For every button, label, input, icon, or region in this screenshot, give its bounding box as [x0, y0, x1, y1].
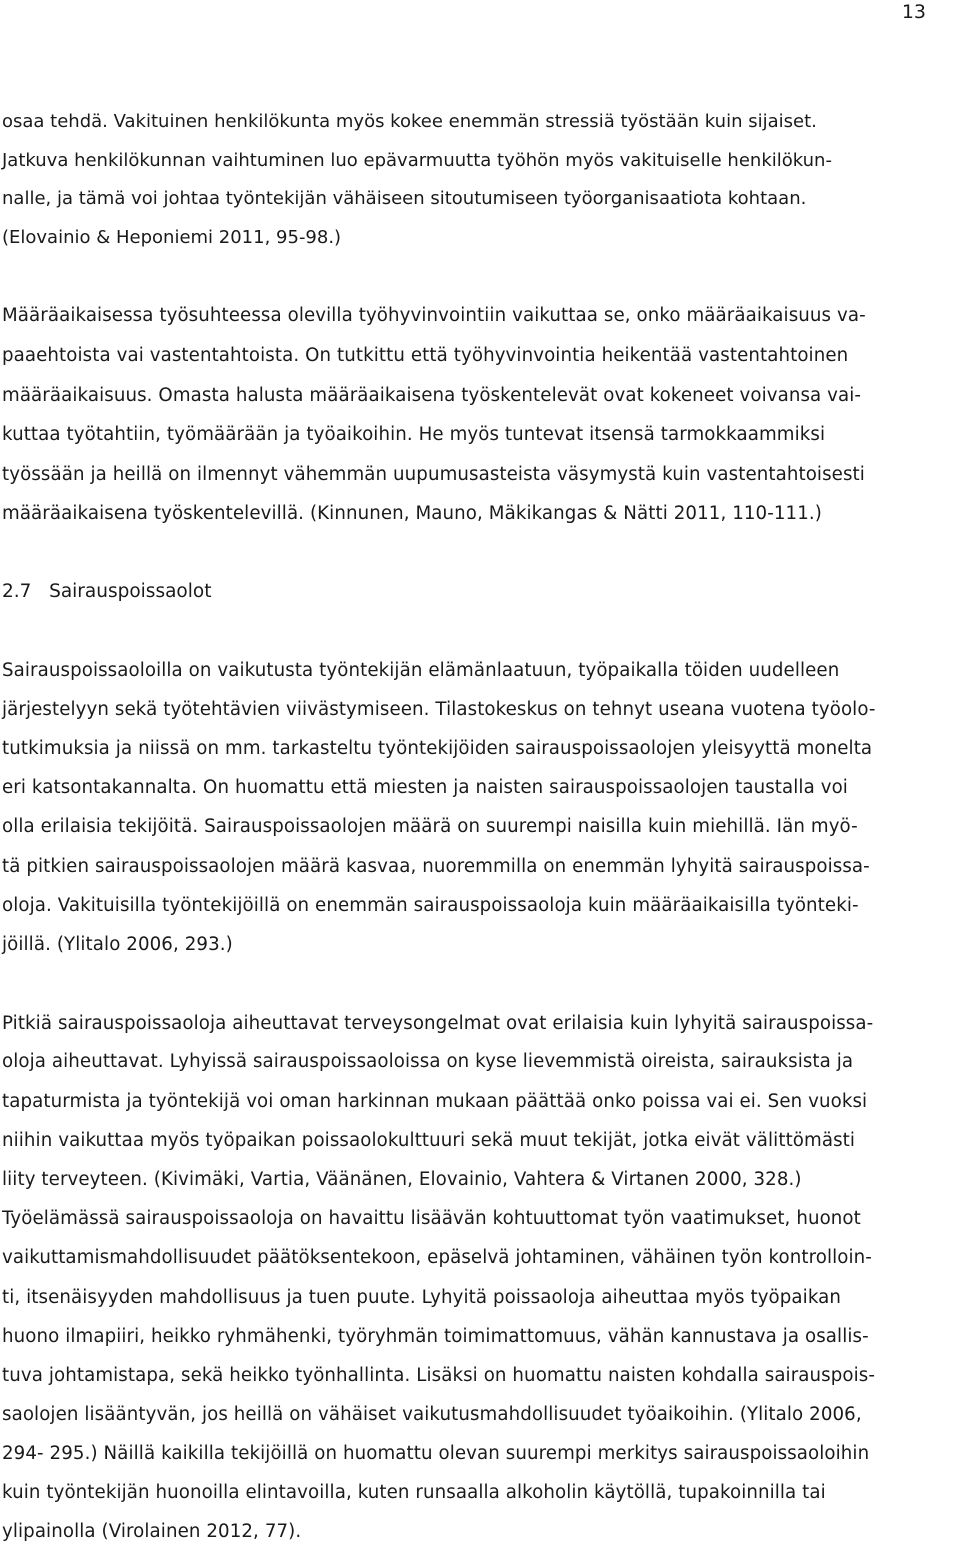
text-line: liity terveyteen. (Kivimäki, Vartia, Väänänen, Elovainio, Vahtera & Virtanen 2000, 328.): [2, 1169, 802, 1190]
text-line: Työelämässä sairauspoissaoloja on havaittu lisäävän kohtuuttomat työn vaatimukset, huonot: [2, 1208, 861, 1229]
text-line: Pitkiä sairauspoissaoloja aiheuttavat terveysongelmat ovat erilaisia kuin lyhyitä sairauspoissa-: [2, 1013, 874, 1034]
text-line: tutkimuksia ja niissä on mm. tarkasteltu työntekijöiden sairauspoissaolojen yleisyyttä monelta: [2, 738, 873, 759]
text-line: tapaturmista ja työntekijä voi oman harkinnan mukaan päättää onko poissa vai ei. Sen vuoksi: [2, 1091, 868, 1112]
text-line: (Elovainio & Heponiemi 2011, 95-98.): [2, 227, 342, 248]
text-line: kuin työntekijän huonoilla elintavoilla, kuten runsaalla alkoholin käytöllä, tupakoinnilla tai: [2, 1482, 826, 1503]
text-line: määräaikaisena työskentelevillä. (Kinnunen, Mauno, Mäkikangas & Nätti 2011, 110-111.): [2, 503, 822, 524]
section-heading: [2, 580, 211, 604]
section-title: Sairauspoissaolot: [49, 581, 212, 602]
text-line: Määräaikaisessa työsuhteessa olevilla työhyvinvointiin vaikuttaa se, onko määräaikaisuus va-: [2, 305, 866, 326]
text-line: tuva johtamistapa, sekä heikko työnhallinta. Lisäksi on huomattu naisten kohdalla sairauspois-: [2, 1365, 876, 1386]
text-line: vaikuttamismahdollisuudet päätöksentekoon, epäselvä johtaminen, vähäinen työn kontrolloin-: [2, 1247, 872, 1268]
text-line: Jatkuva henkilökunnan vaihtuminen luo epävarmuutta työhön myös vakituiselle henkilökun-: [2, 150, 832, 171]
text-line: tä pitkien sairauspoissaolojen määrä kasvaa, nuoremmilla on enemmän lyhyitä sairauspoissa-: [2, 856, 870, 877]
text-line: Sairauspoissaoloilla on vaikutusta työntekijän elämänlaatuun, työpaikalla töiden uudelleen: [2, 660, 840, 681]
text-line: oloja. Vakituisilla työntekijöillä on enemmän sairauspoissaoloja kuin määräaikaisilla työnteki-: [2, 895, 859, 916]
text-line: määräaikaisuus. Omasta halusta määräaikaisena työskentelevät ovat kokeneet voivansa vai-: [2, 385, 862, 406]
text-line: saolojen lisääntyvän, jos heillä on vähäiset vaikutusmahdollisuudet työaikoihin. (Ylitalo 2006,: [2, 1404, 862, 1425]
text-line: niihin vaikuttaa myös työpaikan poissaolokulttuuri sekä muut tekijät, jotka eivät välittömästi: [2, 1130, 856, 1151]
text-line: huono ilmapiiri, heikko ryhmähenki, työryhmän toimimattomuus, vähän kannustava ja osallis-: [2, 1326, 869, 1347]
text-line: kuttaa työtahtiin, työmäärään ja työaikoihin. He myös tuntevat itsensä tarmokkaammiksi: [2, 424, 826, 445]
text-line: ti, itsenäisyyden mahdollisuus ja tuen puute. Lyhyitä poissaoloja aiheuttaa myös työpaikan: [2, 1287, 842, 1308]
text-line: eri katsontakannalta. On huomattu että miesten ja naisten sairauspoissaolojen taustalla voi: [2, 777, 848, 798]
text-line: oloja aiheuttavat. Lyhyissä sairauspoissaoloissa on kyse lievemmistä oireista, sairauksista ja: [2, 1051, 854, 1072]
page-number: 13: [901, 1, 926, 23]
text-line: jöillä. (Ylitalo 2006, 293.): [2, 934, 233, 955]
text-line: järjestelyyn sekä työtehtävien viivästymiseen. Tilastokeskus on tehnyt useana vuotena työolo-: [2, 699, 876, 720]
text-line: ylipainolla (Virolainen 2012, 77).: [2, 1521, 302, 1542]
text-line: olla erilaisia tekijöitä. Sairauspoissaolojen määrä on suurempi naisilla kuin miehillä. Iän myö-: [2, 816, 858, 837]
text-line: osaa tehdä. Vakituinen henkilökunta myös kokee enemmän stressiä työstään kuin sijaiset.: [2, 111, 817, 132]
text-line: nalle, ja tämä voi johtaa työntekijän vähäiseen sitoutumiseen työorganisaatiota kohtaan.: [2, 188, 807, 209]
text-line: paaehtoista vai vastentahtoista. On tutkittu että työhyvinvointia heikentää vastentahtoinen: [2, 345, 849, 366]
section-number: 2.7: [2, 581, 32, 602]
text-line: 294- 295.) Näillä kaikilla tekijöillä on huomattu olevan suurempi merkitys sairauspoissaoloihin: [2, 1443, 870, 1464]
text-line: työssään ja heillä on ilmennyt vähemmän uupumusasteista väsymystä kuin vastentahtoisesti: [2, 464, 865, 485]
